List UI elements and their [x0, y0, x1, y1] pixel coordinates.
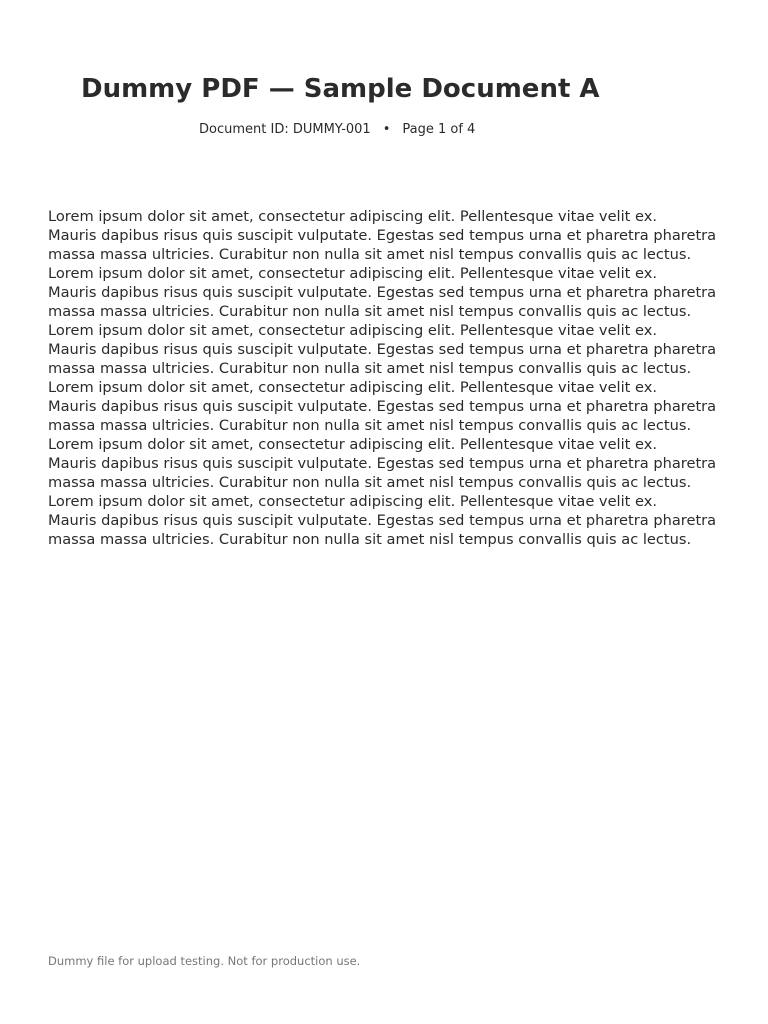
body-line: Mauris dapibus risus quis suscipit vulputate. Egestas sed tempus urna et pharetra pharetra: [48, 398, 717, 415]
body-line: massa massa ultricies. Curabitur non nulla sit amet nisl tempus convallis quis ac lectus.: [48, 246, 692, 263]
document-id: Document ID: DUMMY-001: [199, 122, 371, 137]
body-line: Lorem ipsum dolor sit amet, consectetur adipiscing elit. Pellentesque vitae velit ex.: [48, 493, 658, 510]
body-line: Mauris dapibus risus quis suscipit vulputate. Egestas sed tempus urna et pharetra pharetra: [48, 284, 717, 301]
body-line: massa massa ultricies. Curabitur non nulla sit amet nisl tempus convallis quis ac lectus.: [48, 417, 692, 434]
body-line: massa massa ultricies. Curabitur non nulla sit amet nisl tempus convallis quis ac lectus.: [48, 531, 692, 548]
footer-note: Dummy file for upload testing. Not for production use.: [48, 954, 361, 968]
body-line: Lorem ipsum dolor sit amet, consectetur adipiscing elit. Pellentesque vitae velit ex.: [48, 208, 658, 225]
body-line: Mauris dapibus risus quis suscipit vulputate. Egestas sed tempus urna et pharetra pharetra: [48, 455, 717, 472]
body-line: Mauris dapibus risus quis suscipit vulputate. Egestas sed tempus urna et pharetra pharetra: [48, 512, 717, 529]
meta-separator: •: [382, 122, 391, 137]
body-line: Lorem ipsum dolor sit amet, consectetur adipiscing elit. Pellentesque vitae velit ex.: [48, 379, 658, 396]
document-meta: [199, 120, 475, 140]
body-line: Lorem ipsum dolor sit amet, consectetur adipiscing elit. Pellentesque vitae velit ex.: [48, 436, 658, 453]
body-line: massa massa ultricies. Curabitur non nulla sit amet nisl tempus convallis quis ac lectus.: [48, 474, 692, 491]
body-line: Mauris dapibus risus quis suscipit vulputate. Egestas sed tempus urna et pharetra pharetra: [48, 227, 717, 244]
body-line: Lorem ipsum dolor sit amet, consectetur adipiscing elit. Pellentesque vitae velit ex.: [48, 322, 658, 339]
body-line: Mauris dapibus risus quis suscipit vulputate. Egestas sed tempus urna et pharetra pharetra: [48, 341, 717, 358]
body-line: massa massa ultricies. Curabitur non nulla sit amet nisl tempus convallis quis ac lectus.: [48, 303, 692, 320]
page-indicator: Page 1 of 4: [402, 122, 476, 137]
document-title: Dummy PDF — Sample Document A: [81, 74, 600, 104]
body-line: massa massa ultricies. Curabitur non nulla sit amet nisl tempus convallis quis ac lectus.: [48, 360, 692, 377]
body-text: [48, 207, 763, 549]
body-line: Lorem ipsum dolor sit amet, consectetur adipiscing elit. Pellentesque vitae velit ex.: [48, 265, 658, 282]
